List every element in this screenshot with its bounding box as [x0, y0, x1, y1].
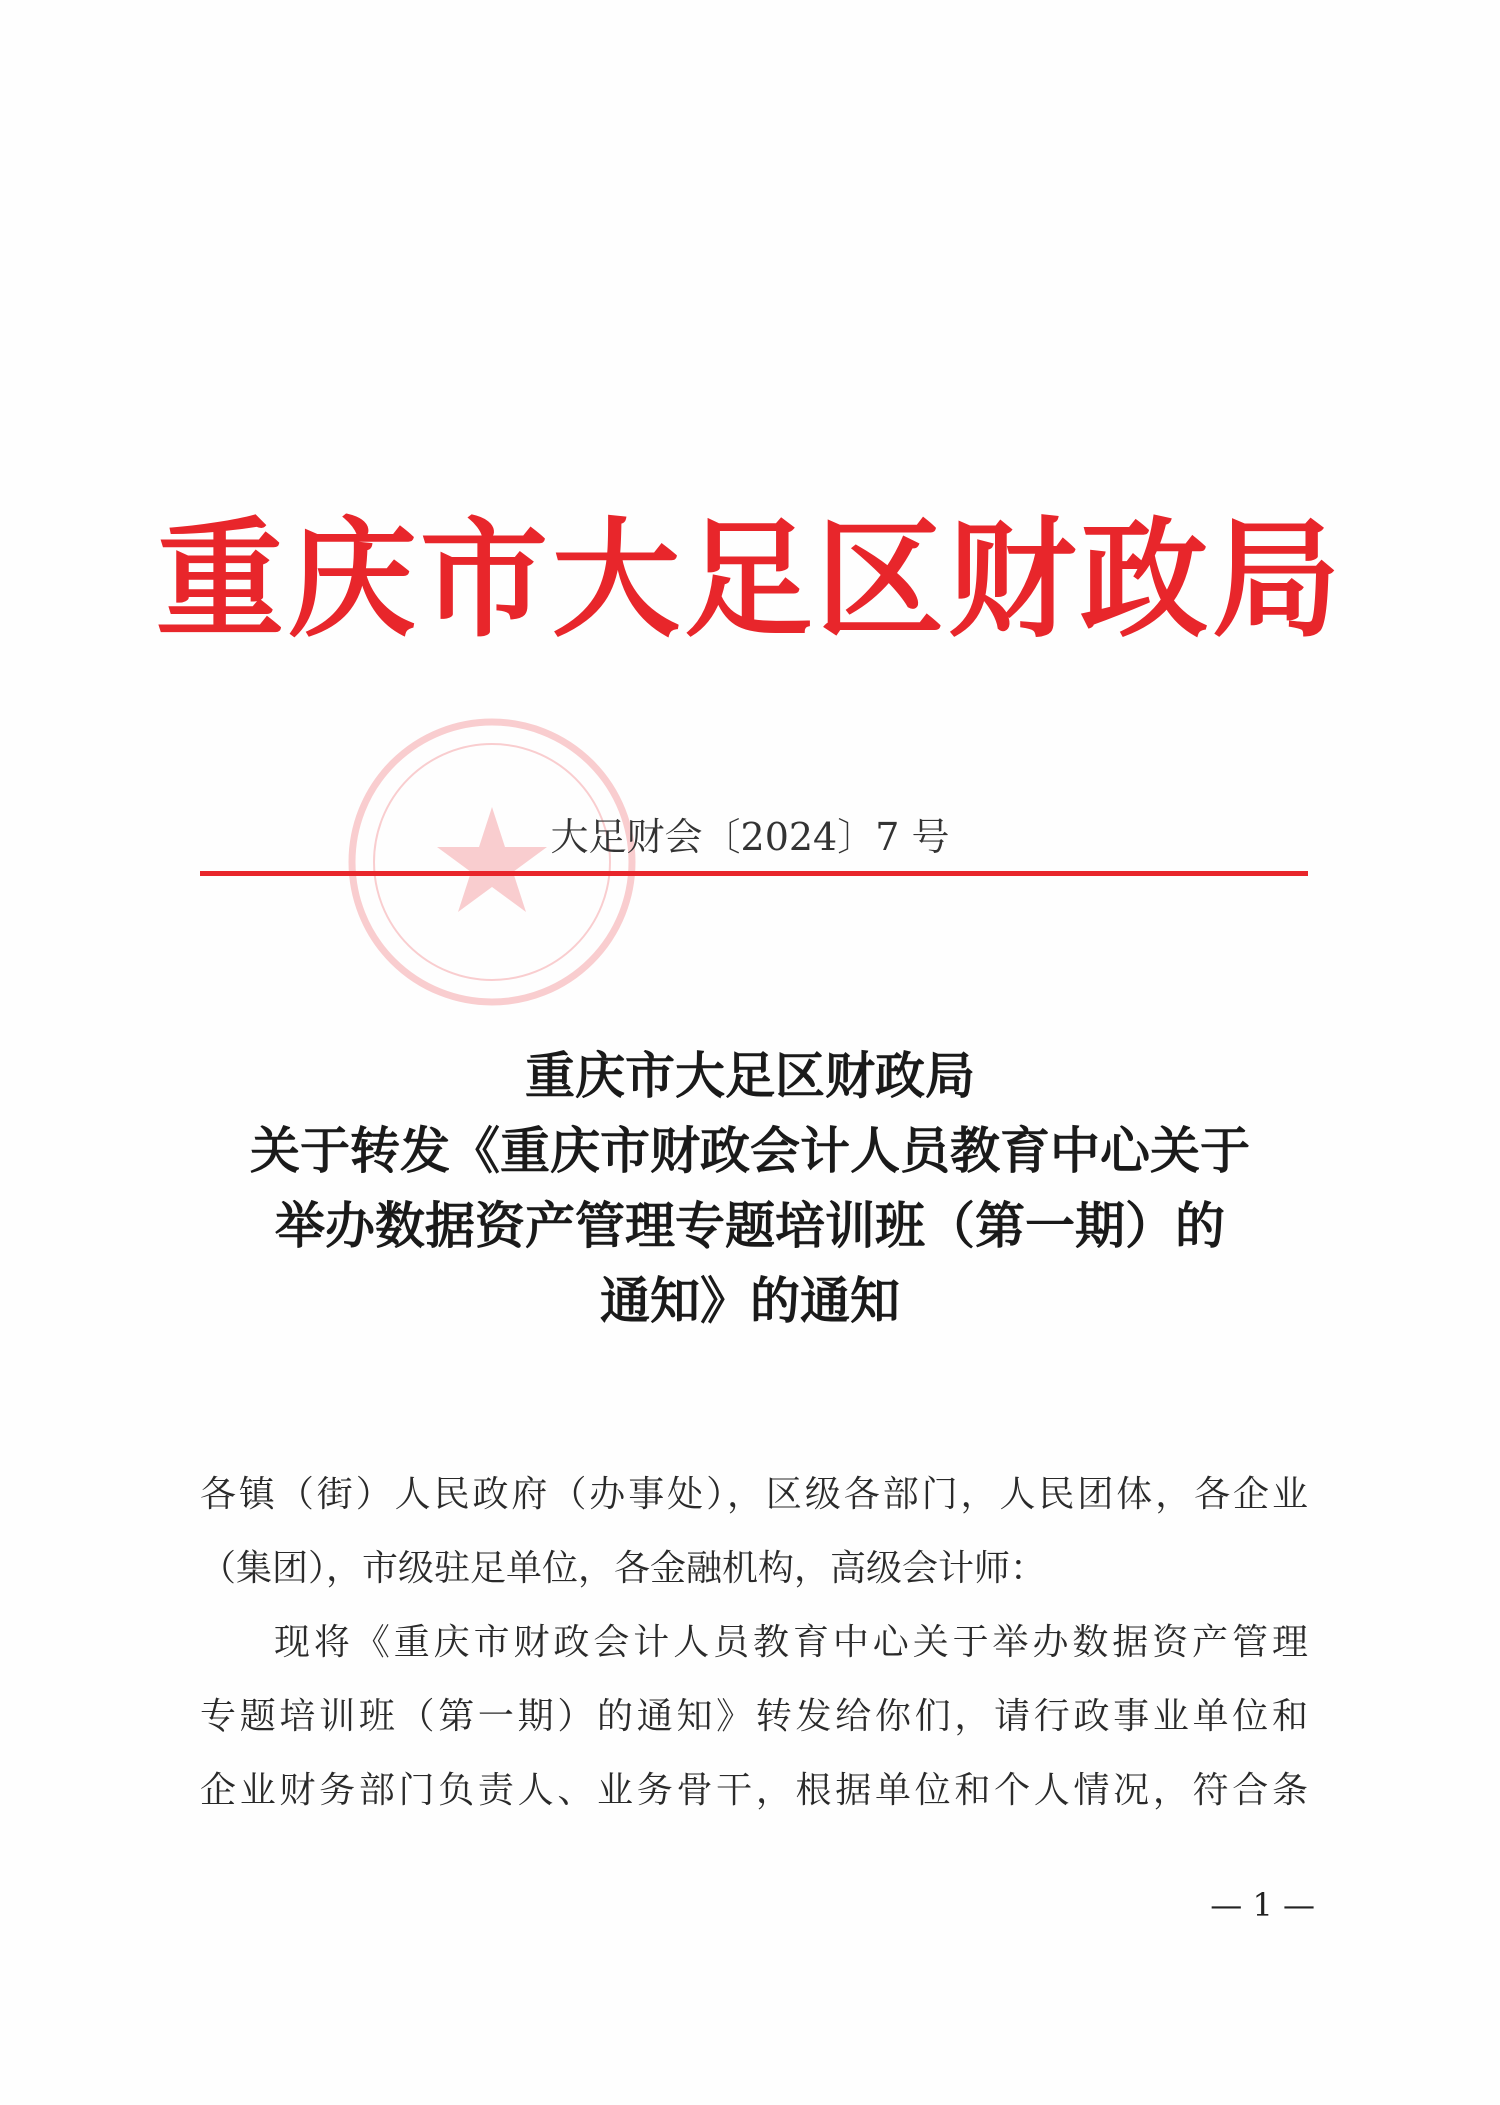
title-line: 关于转发《重庆市财政会计人员教育中心关于 [250, 1121, 1250, 1180]
agency-masthead: 重庆市大足区财政局 [155, 505, 1344, 655]
document-title [150, 1038, 1350, 1338]
title-line: 重庆市大足区财政局 [525, 1046, 975, 1105]
title-line: 举办数据资产管理专题培训班（第一期）的 [275, 1196, 1225, 1255]
body-line-paragraph: 现将《重庆市财政会计人员教育中心关于举办数据资产管理 [274, 1622, 1308, 1663]
body-line-addressees-cont: （集团），市级驻足单位，各金融机构，高级会计师： [200, 1548, 1047, 1589]
body-line-paragraph: 专题培训班（第一期）的通知》转发给你们，请行政事业单位和 [200, 1696, 1308, 1737]
title-line: 通知》的通知 [600, 1271, 900, 1330]
document-body [200, 1458, 1308, 1828]
official-seal-icon [342, 712, 642, 1012]
body-line-addressees: 各镇（街）人民政府（办事处），区级各部门，人民团体，各企业 [200, 1474, 1308, 1515]
page-number: — 1 — [1210, 1886, 1315, 1924]
document-number: 大足财会〔2024〕7 号 [550, 815, 950, 859]
red-divider-line [200, 871, 1308, 876]
body-line-paragraph: 企业财务部门负责人、业务骨干，根据单位和个人情况，符合条 [200, 1770, 1308, 1811]
